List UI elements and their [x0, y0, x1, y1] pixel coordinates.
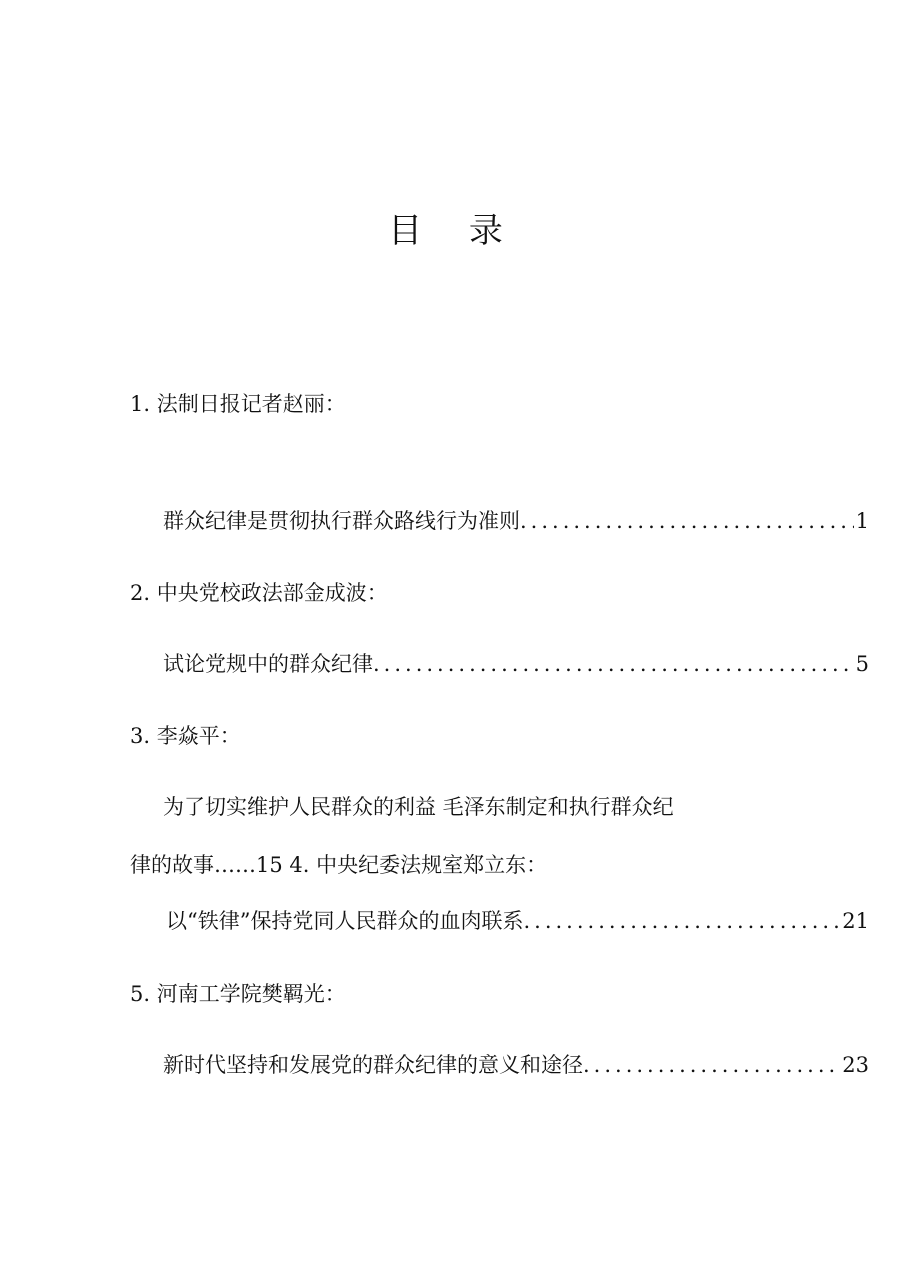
leader-dots [373, 654, 854, 675]
toc-entry-3-line-2[interactable]: 律的故事……15 4. 中央纪委法规室郑立东： [130, 853, 548, 877]
toc-entry-3-line-1[interactable]: 为了切实维护人民群众的利益 毛泽东制定和执行群众纪 [163, 795, 674, 819]
toc-page-number: 21 [842, 909, 869, 933]
toc-page-number: 5 [855, 652, 869, 676]
toc-entry-title: 试论党规中的群众纪律 [163, 652, 373, 676]
toc-entry-5[interactable] [163, 1055, 869, 1076]
toc-entry-title: 以“铁律”保持党同人民群众的血肉联系 [166, 909, 524, 933]
toc-heading-5: 5. 河南工学院樊羁光： [130, 982, 346, 1006]
toc-heading-1: 1. 法制日报记者赵丽： [130, 392, 346, 416]
toc-entry-title: 群众纪律是贯彻执行群众路线行为准则 [163, 509, 520, 533]
page-title: 目 录 [388, 211, 521, 251]
toc-entry-2[interactable] [163, 654, 869, 675]
toc-entry-1[interactable] [163, 511, 869, 532]
toc-page-number: 1 [855, 509, 869, 533]
leader-dots [583, 1055, 840, 1076]
leader-dots [523, 911, 840, 932]
toc-heading-3: 3. 李焱平： [130, 724, 241, 748]
toc-entry-title: 新时代坚持和发展党的群众纪律的意义和途径 [163, 1053, 583, 1077]
toc-page-number: 23 [842, 1053, 869, 1077]
toc-heading-2: 2. 中央党校政法部金成波： [130, 581, 388, 605]
toc-entry-4[interactable] [166, 911, 869, 932]
leader-dots [520, 511, 854, 532]
